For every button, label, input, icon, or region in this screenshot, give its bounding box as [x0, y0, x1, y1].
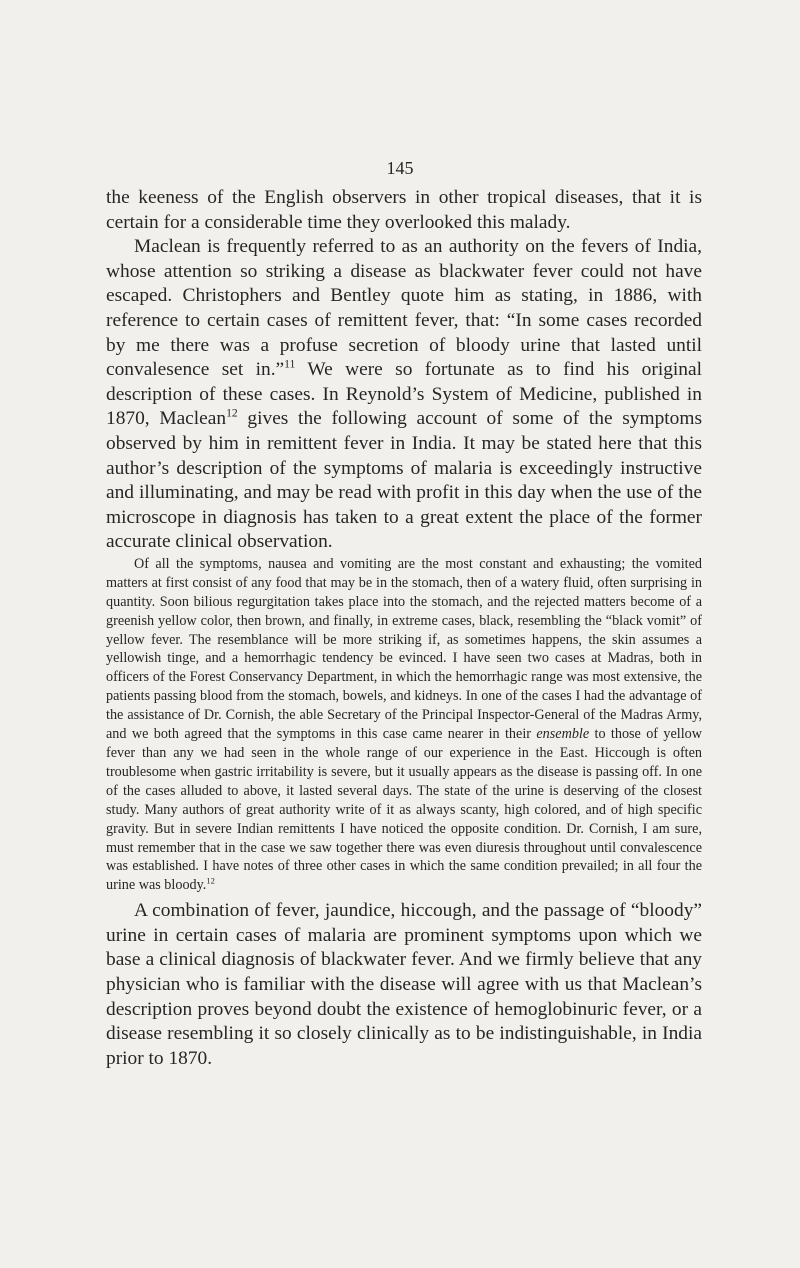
page-number: 145	[386, 158, 414, 178]
paragraph-2-part-c: gives the following account of some of the symptoms observed by him in remittent fever in India. It may be stated here that this author’s description of the symptoms of malaria is exceedingly instructive and illuminating, and may be read with profit in this day when the use of the microscope in diagnosis has taken to a great extent the place of the former accurate clinical observation.	[106, 408, 702, 553]
paragraph-2	[106, 235, 702, 555]
paragraph-1: the keeness of the English observers in other tropical diseases, that it is certain for a considerable time they overlooked this malady.	[106, 187, 702, 233]
body-text	[106, 186, 702, 1071]
paragraph-3: A combination of fever, jaundice, hiccough, and the passage of “bloody” urine in certain cases of malaria are prominent symptoms upon which we base a clinical diagnosis of blackwater fever. And we firmly believe that any physician who is familiar with the disease will agree with us that Maclean’s description proves beyond doubt the existence of hemoglobinuric fever, or a disease resembling it so closely clinically as to be indistinguishable, in India prior to 1870.	[106, 900, 702, 1069]
block-quote	[106, 555, 702, 895]
quote-part-a: Of all the symptoms, nausea and vomiting are the most constant and exhausting; the vomited matters at first consist of any food that may be in the stomach, then of a watery fluid, often surprising in quantity. Soon bilious regurgitation takes place into the stomach, and the rejected matters become of a greenish yellow color, then brown, and finally, in extreme cases, black, resembling the “black vomit” of yellow fever. The resemblance will be more striking if, as sometimes happens, the skin assumes a yellowish tinge, and a hemorrhagic tendency be evinced. I have seen two cases at Madras, both in officers of the Forest Conservancy Department, in which the hemorrhagic range was most extensive, the patients passing blood from the stomach, bowels, and kidneys. In one of the cases I had the advantage of the assistance of Dr. Cornish, the able Secretary of the Principal Inspector-General of the Madras Army, and we both agreed that the symptoms in this case came nearer in their	[106, 555, 702, 743]
footnote-ref-12: 12	[226, 406, 238, 420]
quote-footnote-ref: 12	[206, 875, 215, 886]
paragraph-2-part-a: Maclean is frequently referred to as an authority on the fevers of India, whose attention so striking a disease as blackwater fever could not have escaped. Christophers and Bentley quote him as stating, in 1886, with reference to certain cases of remittent fever, that: “In some cases recorded by me there was a profuse secretion of bloody urine that lasted until convalesence set in.”	[106, 236, 702, 381]
footnote-ref-11: 11	[284, 357, 296, 371]
quote-part-b: to those of yellow fever than any we had seen in the whole range of our experience in the East. Hiccough is often troublesome when gastric irritability is severe, but it usually appears as the disease is passing off. In one of the cases alluded to above, it lasted several days. The state of the urine is deserving of the closest study. Many authors of great authority write of it as always scanty, high colored, and of high specific gravity. But in severe Indian remittents I have noticed the opposite condition. Dr. Cornish, I am sure, must remember that in the case we saw together there was even diuresis throughout until convalescence was established. I have notes of three other cases in which the same condition prevailed; in all four the urine was bloody.	[106, 726, 703, 894]
paragraph-2-part-b: We were so fortunate as to find his original description of these cases. In Reynold’s System of Medicine, published in 1870, Maclean	[106, 359, 702, 430]
quote-italic-term: ensemble	[536, 726, 590, 743]
